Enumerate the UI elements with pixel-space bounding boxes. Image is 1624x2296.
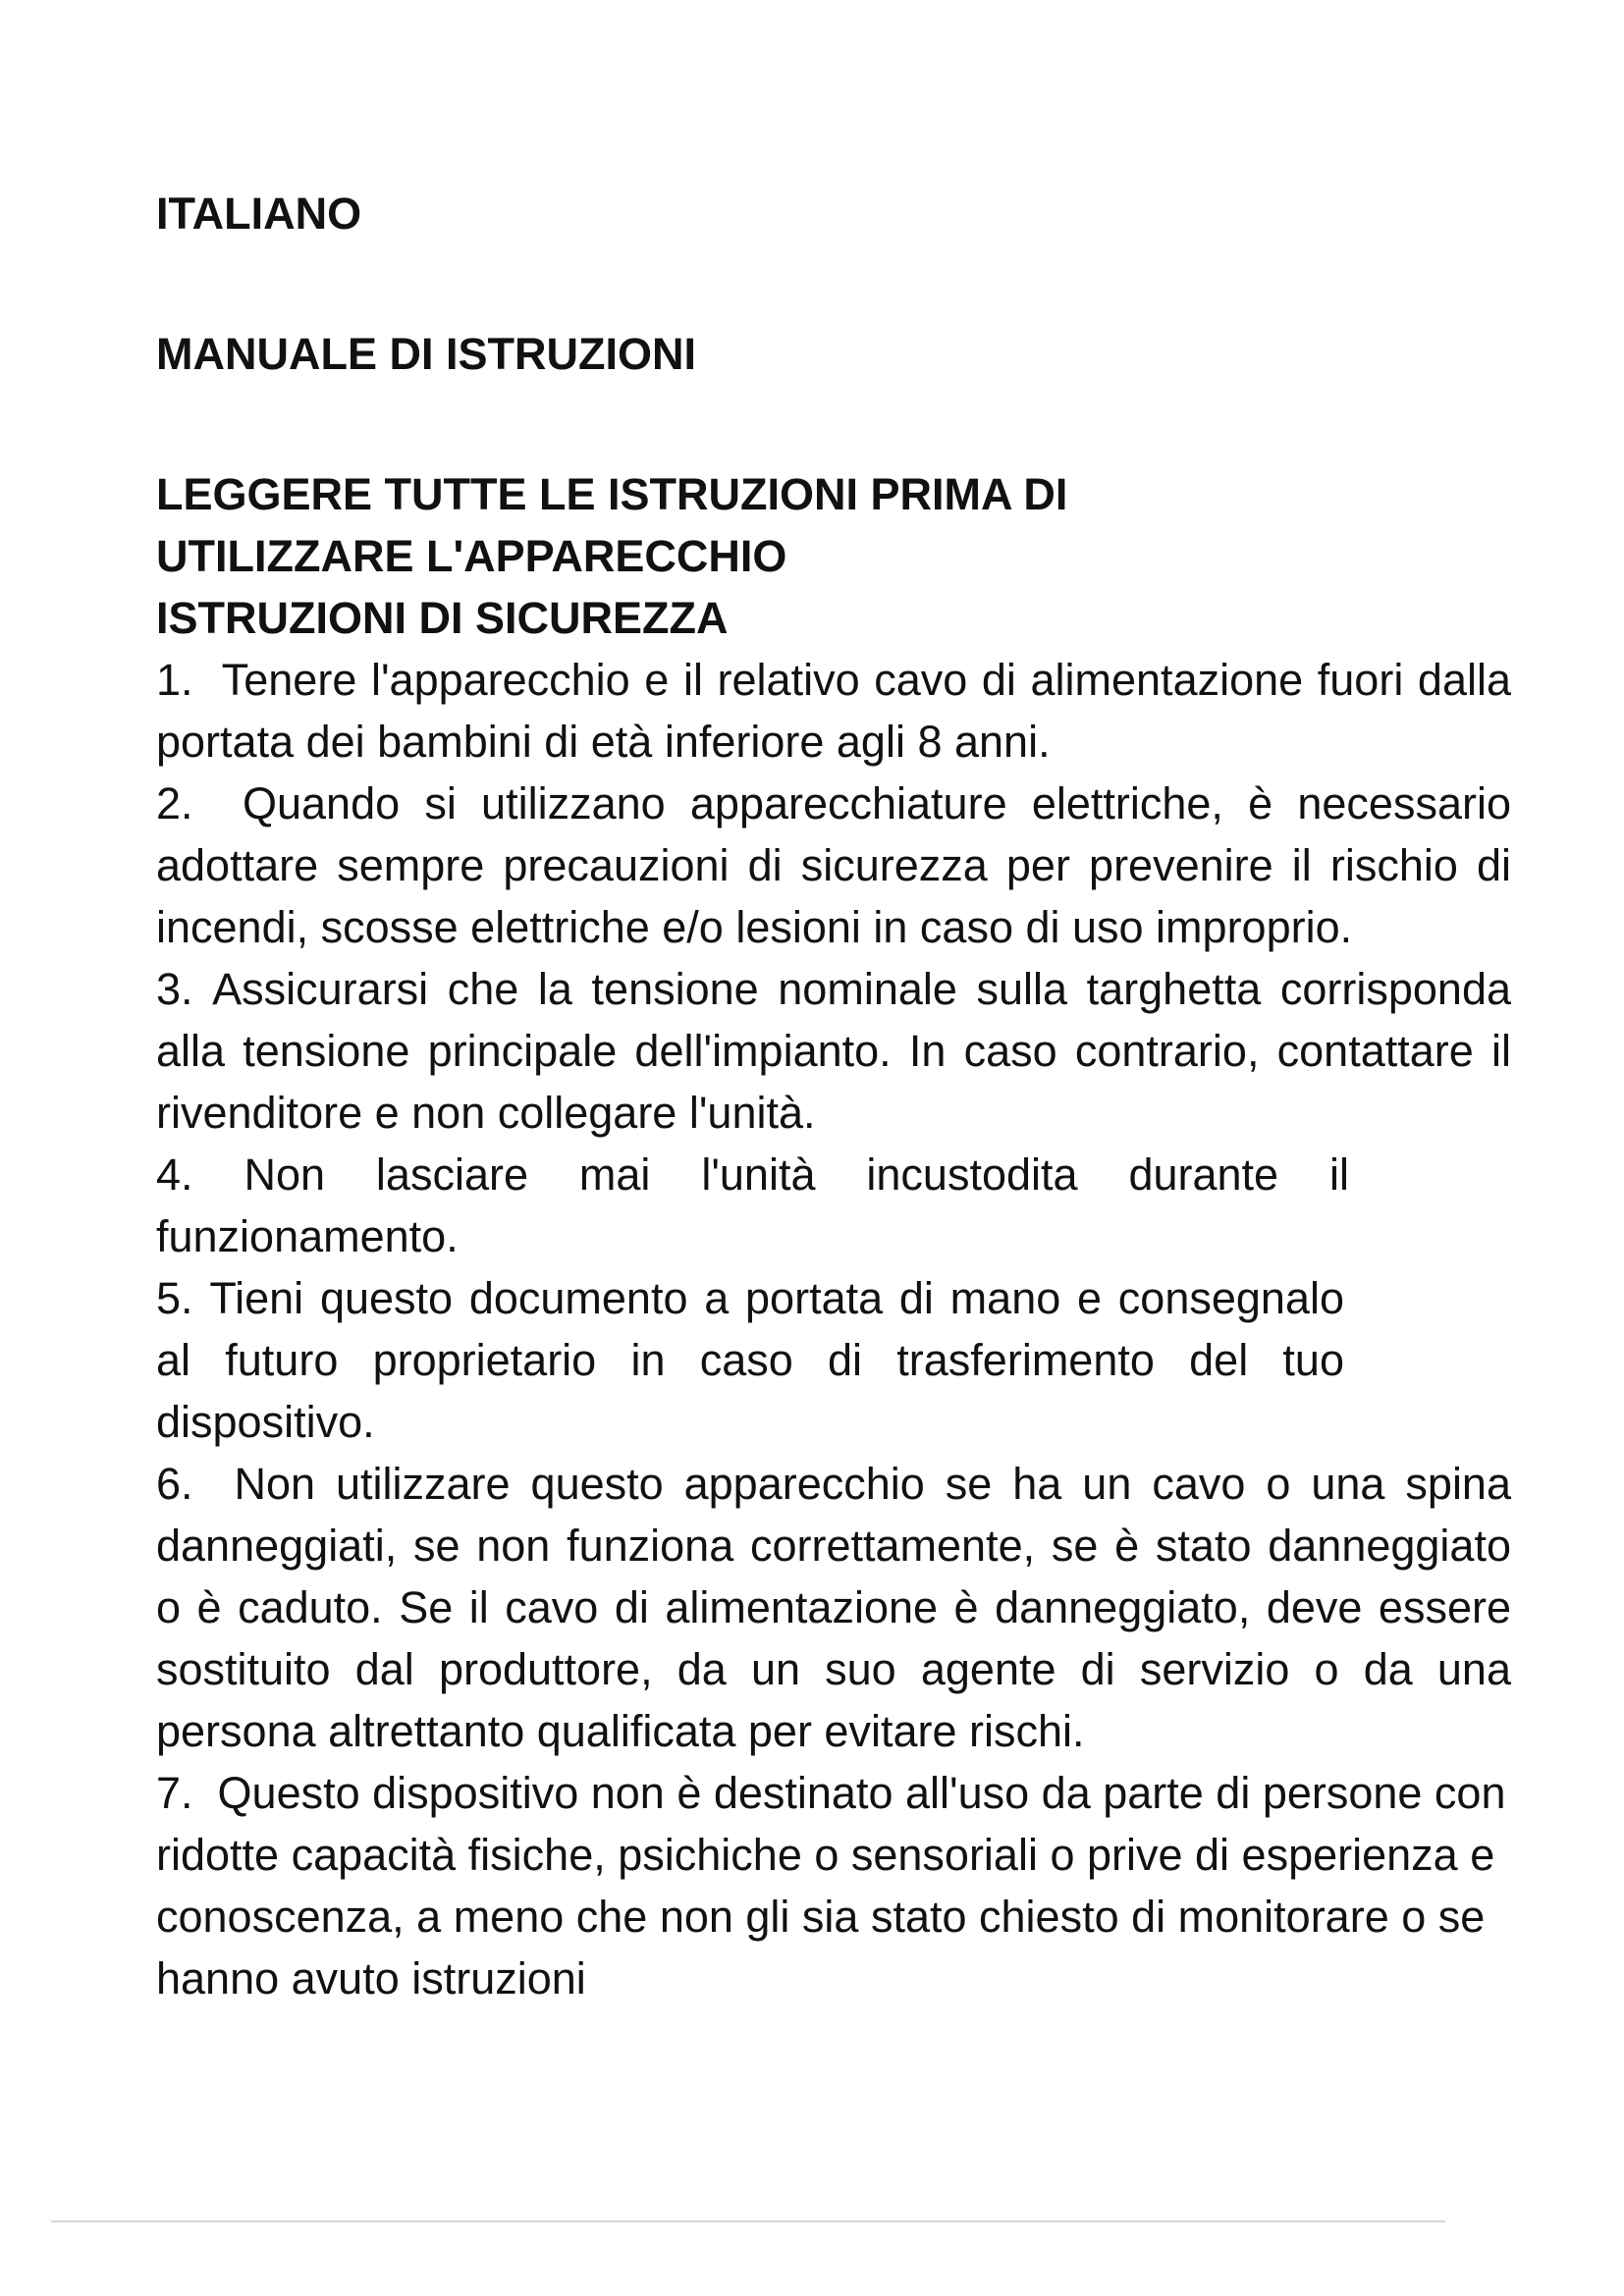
safety-item-1 [156, 649, 1511, 773]
item-number: 1. [156, 655, 193, 705]
safety-instructions-title: ISTRUZIONI DI SICUREZZA [156, 593, 729, 643]
item-number: 7. [156, 1768, 193, 1818]
footer-divider [51, 2220, 1445, 2222]
instructions-block [156, 463, 1511, 2009]
read-instructions-line-1: LEGGERE TUTTE LE ISTRUZIONI PRIMA DI [156, 469, 1068, 519]
safety-item-6 [156, 1453, 1511, 1762]
read-instructions-line-2: UTILIZZARE L'APPARECCHIO [156, 531, 787, 581]
item-text: Non utilizzare questo apparecchio se ha un cavo o una spina danneggiati, se non funziona correttamente, se è stato danneggiato o è caduto. Se il cavo di alimentazione è danneggiato, deve essere sostituito dal produttore, da un suo agente di servizio o da una persona altrettanto qualificata per evitare rischi. [156, 1459, 1511, 1756]
language-heading: ITALIANO [156, 188, 362, 239]
item-number: 2. [156, 778, 193, 828]
item-text: Tieni questo documento a portata di mano e consegnalo al futuro proprietario in caso di trasferimento del tuo dispositivo. [156, 1273, 1344, 1447]
safety-item-4 [156, 1144, 1349, 1267]
item-text: Questo dispositivo non è destinato all'uso da parte di persone con ridotte capacità fisiche, psichiche o sensoriali o prive di esperienza e conoscenza, a meno che non gli sia stato chiesto di monitorare o se hanno avuto istruzioni [156, 1768, 1506, 2003]
safety-item-3 [156, 958, 1511, 1144]
safety-item-5 [156, 1267, 1344, 1453]
manual-title: MANUALE DI ISTRUZIONI [156, 329, 696, 379]
item-text: Non lasciare mai l'unità incustodita durante il funzionamento. [156, 1149, 1349, 1261]
item-number: 5. [156, 1273, 193, 1323]
item-text: Quando si utilizzano apparecchiature elettriche, è necessario adottare sempre precauzioni di sicurezza per prevenire il rischio di incendi, scosse elettriche e/o lesioni in caso di uso improprio. [156, 778, 1511, 952]
document-page [156, 183, 1511, 2009]
safety-item-2 [156, 773, 1511, 958]
item-number: 4. [156, 1149, 193, 1200]
item-number: 6. [156, 1459, 193, 1509]
item-text: Assicurarsi che la tensione nominale sulla targhetta corrisponda alla tensione principale dell'impianto. In caso contrario, contattare il rivenditore e non collegare l'unità. [156, 964, 1511, 1138]
item-number: 3. [156, 964, 193, 1014]
safety-item-7 [156, 1762, 1511, 2009]
item-text: Tenere l'apparecchio e il relativo cavo di alimentazione fuori dalla portata dei bambini di età inferiore agli 8 anni. [156, 655, 1511, 767]
